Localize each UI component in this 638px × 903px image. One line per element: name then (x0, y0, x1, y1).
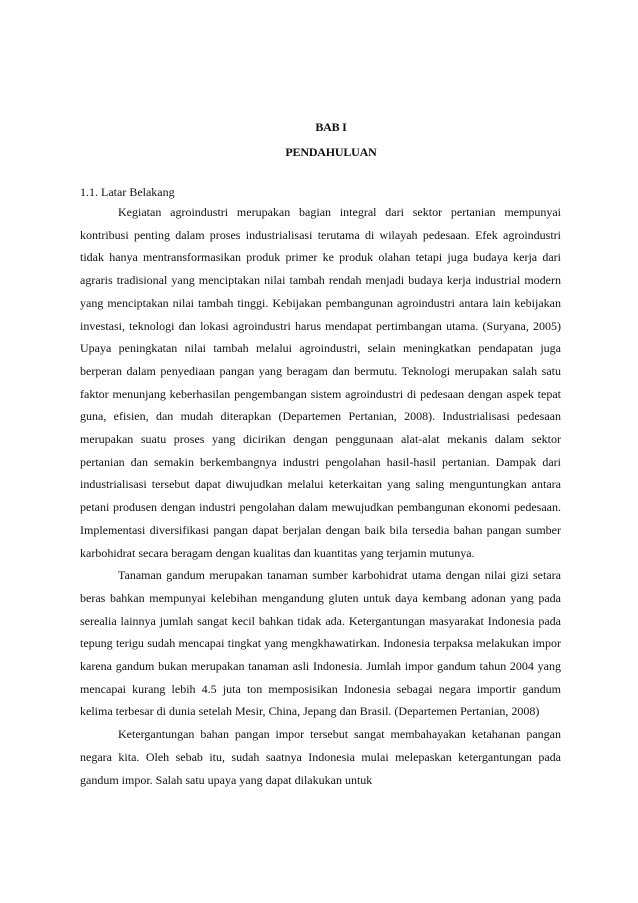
chapter-title: PENDAHULUAN (285, 145, 377, 159)
body-text (80, 201, 561, 791)
paragraph-2: Tanaman gandum merupakan tanaman sumber karbohidrat utama dengan nilai gizi setara beras bahkan mempunyai kelebihan mengandung gluten untuk daya kembang adonan yang pada serealia lainnya jumlah sangat kecil bahkan tidak ada. Ketergantungan masyarakat Indonesia pada tepung terigu sudah mencapai tingkat yang mengkhawatirkan. Indonesia terpaksa melakukan impor karena gandum bukan merupakan tanaman asli Indonesia. Jumlah impor gandum tahun 2004 yang mencapai kurang lebih 4.5 juta ton memposisikan Indonesia sebagai negara importir gandum kelima terbesar di dunia setelah Mesir, China, Jepang dan Brasil. (Departemen Pertanian, 2008) (80, 568, 561, 719)
paragraph-1: Kegiatan agroindustri merupakan bagian integral dari sektor pertanian mempunyai kontribusi penting dalam proses industrialisasi terutama di wilayah pedesaan. Efek agroindustri tidak hanya mentransformasikan produk primer ke produk olahan tetapi juga budaya kerja dari agraris tradisional yang menciptakan nilai tambah rendah menjadi budaya kerja industrial modern yang menciptakan nilai tambah tinggi. Kebijakan pembangunan agroindustri antara lain kebijakan investasi, teknologi dan lokasi agroindustri harus mendapat pertimbangan utama. (Suryana, 2005) Upaya peningkatan nilai tambah melalui agroindustri, selain meningkatkan pendapatan juga berperan dalam penyediaan pangan yang beragam dan bermutu. Teknologi merupakan salah satu faktor menunjang keberhasilan pengembangan sistem agroindustri di pedesaan dengan aspek tepat guna, efisien, dan mudah diterapkan (Departemen Pertanian, 2008). Industrialisasi pedesaan merupakan suatu proses yang dicirikan dengan penggunaan alat-alat mekanis dalam sektor pertanian dan semakin berkembangnya industri pengolahan hasil-hasil pertanian. Dampak dari industrialisasi tersebut dapat diwujudkan melalui keterkaitan yang saling menguntungkan antara petani produsen dengan industri pengolahan dalam mewujudkan pembangunan ekonomi pedesaan. Implementasi diversifikasi pangan dapat berjalan dengan baik bila tersedia bahan pangan sumber karbohidrat secara beragam dengan kualitas dan kuantitas yang terjamin mutunya. (80, 205, 561, 560)
section-heading: 1.1. Latar Belakang (80, 185, 175, 199)
paragraph-3: Ketergantungan bahan pangan impor tersebut sangat membahayakan ketahanan pangan negara kita. Oleh sebab itu, sudah saatnya Indonesia mulai melepaskan ketergantungan pada gandum impor. Salah satu upaya yang dapat dilakukan untuk (80, 727, 561, 787)
chapter-number: BAB I (315, 120, 347, 134)
